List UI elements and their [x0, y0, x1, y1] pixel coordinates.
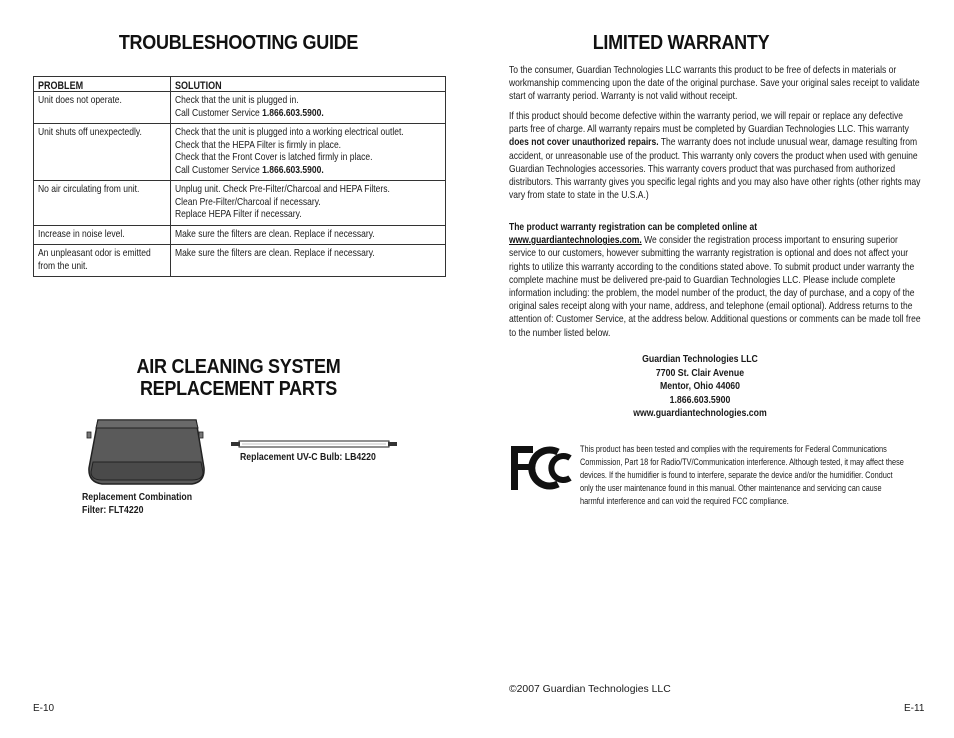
fcc-compliance-text: This product has been tested and complies with the requirements for Federal Communications Commission, Part 18 for Radio/TV/Communication interference. Although tested, it may affect these devices. If the humidifier is found to interfere, separate the device and/or the humidifier. Conduct only the user maintenance found in this manual. Other maintenance and servicing can cause harmful interference and can void the required FCC compliance.: [580, 444, 904, 506]
table-row: [34, 123, 445, 180]
table-row: [34, 244, 445, 276]
warranty-paragraph-3: The product warranty registration can be completed online at www.guardiantechnologies.com. We consider the registration process important to ensuring superior service to our customers, however submitting the warranty registration is optional and does not affect your rights to utilize this warranty according to the conditions stated above. To submit product under warranty the complete machine must be delivered pre-paid to Guardian Technologies LLC. Please include complete information including: the problem, the model number of the product, the day of purchase, and a copy of the original sales receipt along with your name, address, and telephone (email optional). Address returns to the attention of: Customer Service, at the address below. Additional questions or comments can be made toll free to the number listed below.: [509, 222, 921, 339]
warranty-registration-link[interactable]: www.guardiantechnologies.com.: [509, 235, 642, 247]
solution-header: SOLUTION: [175, 80, 222, 91]
solution-line: Call Customer Service 1.866.603.5900.: [175, 107, 324, 119]
fcc-logo: [510, 444, 576, 492]
solution-line: Check that the HEPA Filter is firmly in place.: [175, 139, 342, 151]
solution-line: Check that the Front Cover is latched firmly in place.: [175, 152, 373, 163]
table-header-row: [34, 77, 445, 91]
table-row: [34, 180, 445, 225]
problem-cell: Unit does not operate.: [34, 92, 171, 123]
problem-cell: Increase in noise level.: [34, 226, 171, 245]
address-line-company: Guardian Technologies LLC: [642, 354, 758, 365]
solution-line: Clean Pre-Filter/Charcoal if necessary.: [175, 196, 321, 208]
solution-line: Replace HEPA Filter if necessary.: [175, 209, 302, 220]
uvc-bulb-image: [229, 438, 399, 450]
solution-line: Check that the unit is plugged into a working electrical outlet.: [175, 127, 404, 138]
parts-title: AIR CLEANING SYSTEM REPLACEMENT PARTS: [136, 356, 341, 400]
bulb-caption: Replacement UV-C Bulb: LB4220: [240, 452, 376, 463]
troubleshooting-title: TROUBLESHOOTING GUIDE: [118, 32, 359, 54]
solution-cell: [171, 92, 445, 123]
solution-cell: [171, 124, 445, 180]
problem-cell: Unit shuts off unexpectedly.: [34, 124, 171, 180]
table-row: [34, 91, 445, 123]
solution-cell: [171, 226, 445, 245]
solution-cell: [171, 245, 445, 276]
page-number-left: E-10: [33, 703, 55, 714]
table-row: [34, 225, 445, 245]
warranty-title: LIMITED WARRANTY: [592, 32, 770, 54]
combination-filter-image: [84, 412, 210, 488]
problem-header: PROBLEM: [34, 77, 171, 91]
troubleshooting-table: [33, 76, 446, 277]
solution-cell: [171, 181, 445, 225]
problem-cell: An unpleasant odor is emitted from the unit.: [34, 245, 171, 276]
solution-line: Unplug unit. Check Pre-Filter/Charcoal and HEPA Filters.: [175, 184, 390, 195]
address-line-street: 7700 St. Clair Avenue: [655, 367, 745, 379]
address-line-website: www.guardiantechnologies.com: [633, 408, 767, 419]
problem-cell: No air circulating from unit.: [34, 181, 171, 225]
company-address: [520, 353, 880, 421]
warranty-paragraph-2: If this product should become defective within the warranty period, we will repair or replace any defective parts free of charge. All warranty repairs must be completed by Guardian Technologies LLC. This warranty does not cover unauthorized repairs. The warranty does not include unusual wear, damage resulting from accident, or unreasonable use of the product. This warranty only covers the product when used with genuine Guardian Technologies accessories. This warranty covers product that was purchased from authorized distributors. This warranty gives you specific legal rights and you may also have other rights (other rights may vary from state to state in the U.S.A.): [509, 111, 921, 202]
warranty-paragraph-1: To the consumer, Guardian Technologies LLC warrants this product to be free of defects in materials or workmanship commencing upon the date of the original purchase. Save your original sales receipt to validate start of warranty period. Warranty is not valid without receipt.: [509, 65, 920, 103]
filter-caption: Replacement Combination Filter: FLT4220: [82, 492, 193, 516]
address-line-city: Mentor, Ohio 44060: [659, 381, 741, 392]
address-line-phone: 1.866.603.5900: [669, 394, 731, 406]
solution-line: Make sure the filters are clean. Replace if necessary.: [175, 248, 375, 259]
solution-line: Make sure the filters are clean. Replace if necessary.: [175, 228, 375, 240]
copyright-text: ©2007 Guardian Technologies LLC: [509, 684, 671, 695]
solution-line: Check that the unit is plugged in.: [175, 95, 299, 106]
page-number-right: E-11: [904, 703, 925, 714]
solution-line: Call Customer Service 1.866.603.5900.: [175, 164, 324, 176]
